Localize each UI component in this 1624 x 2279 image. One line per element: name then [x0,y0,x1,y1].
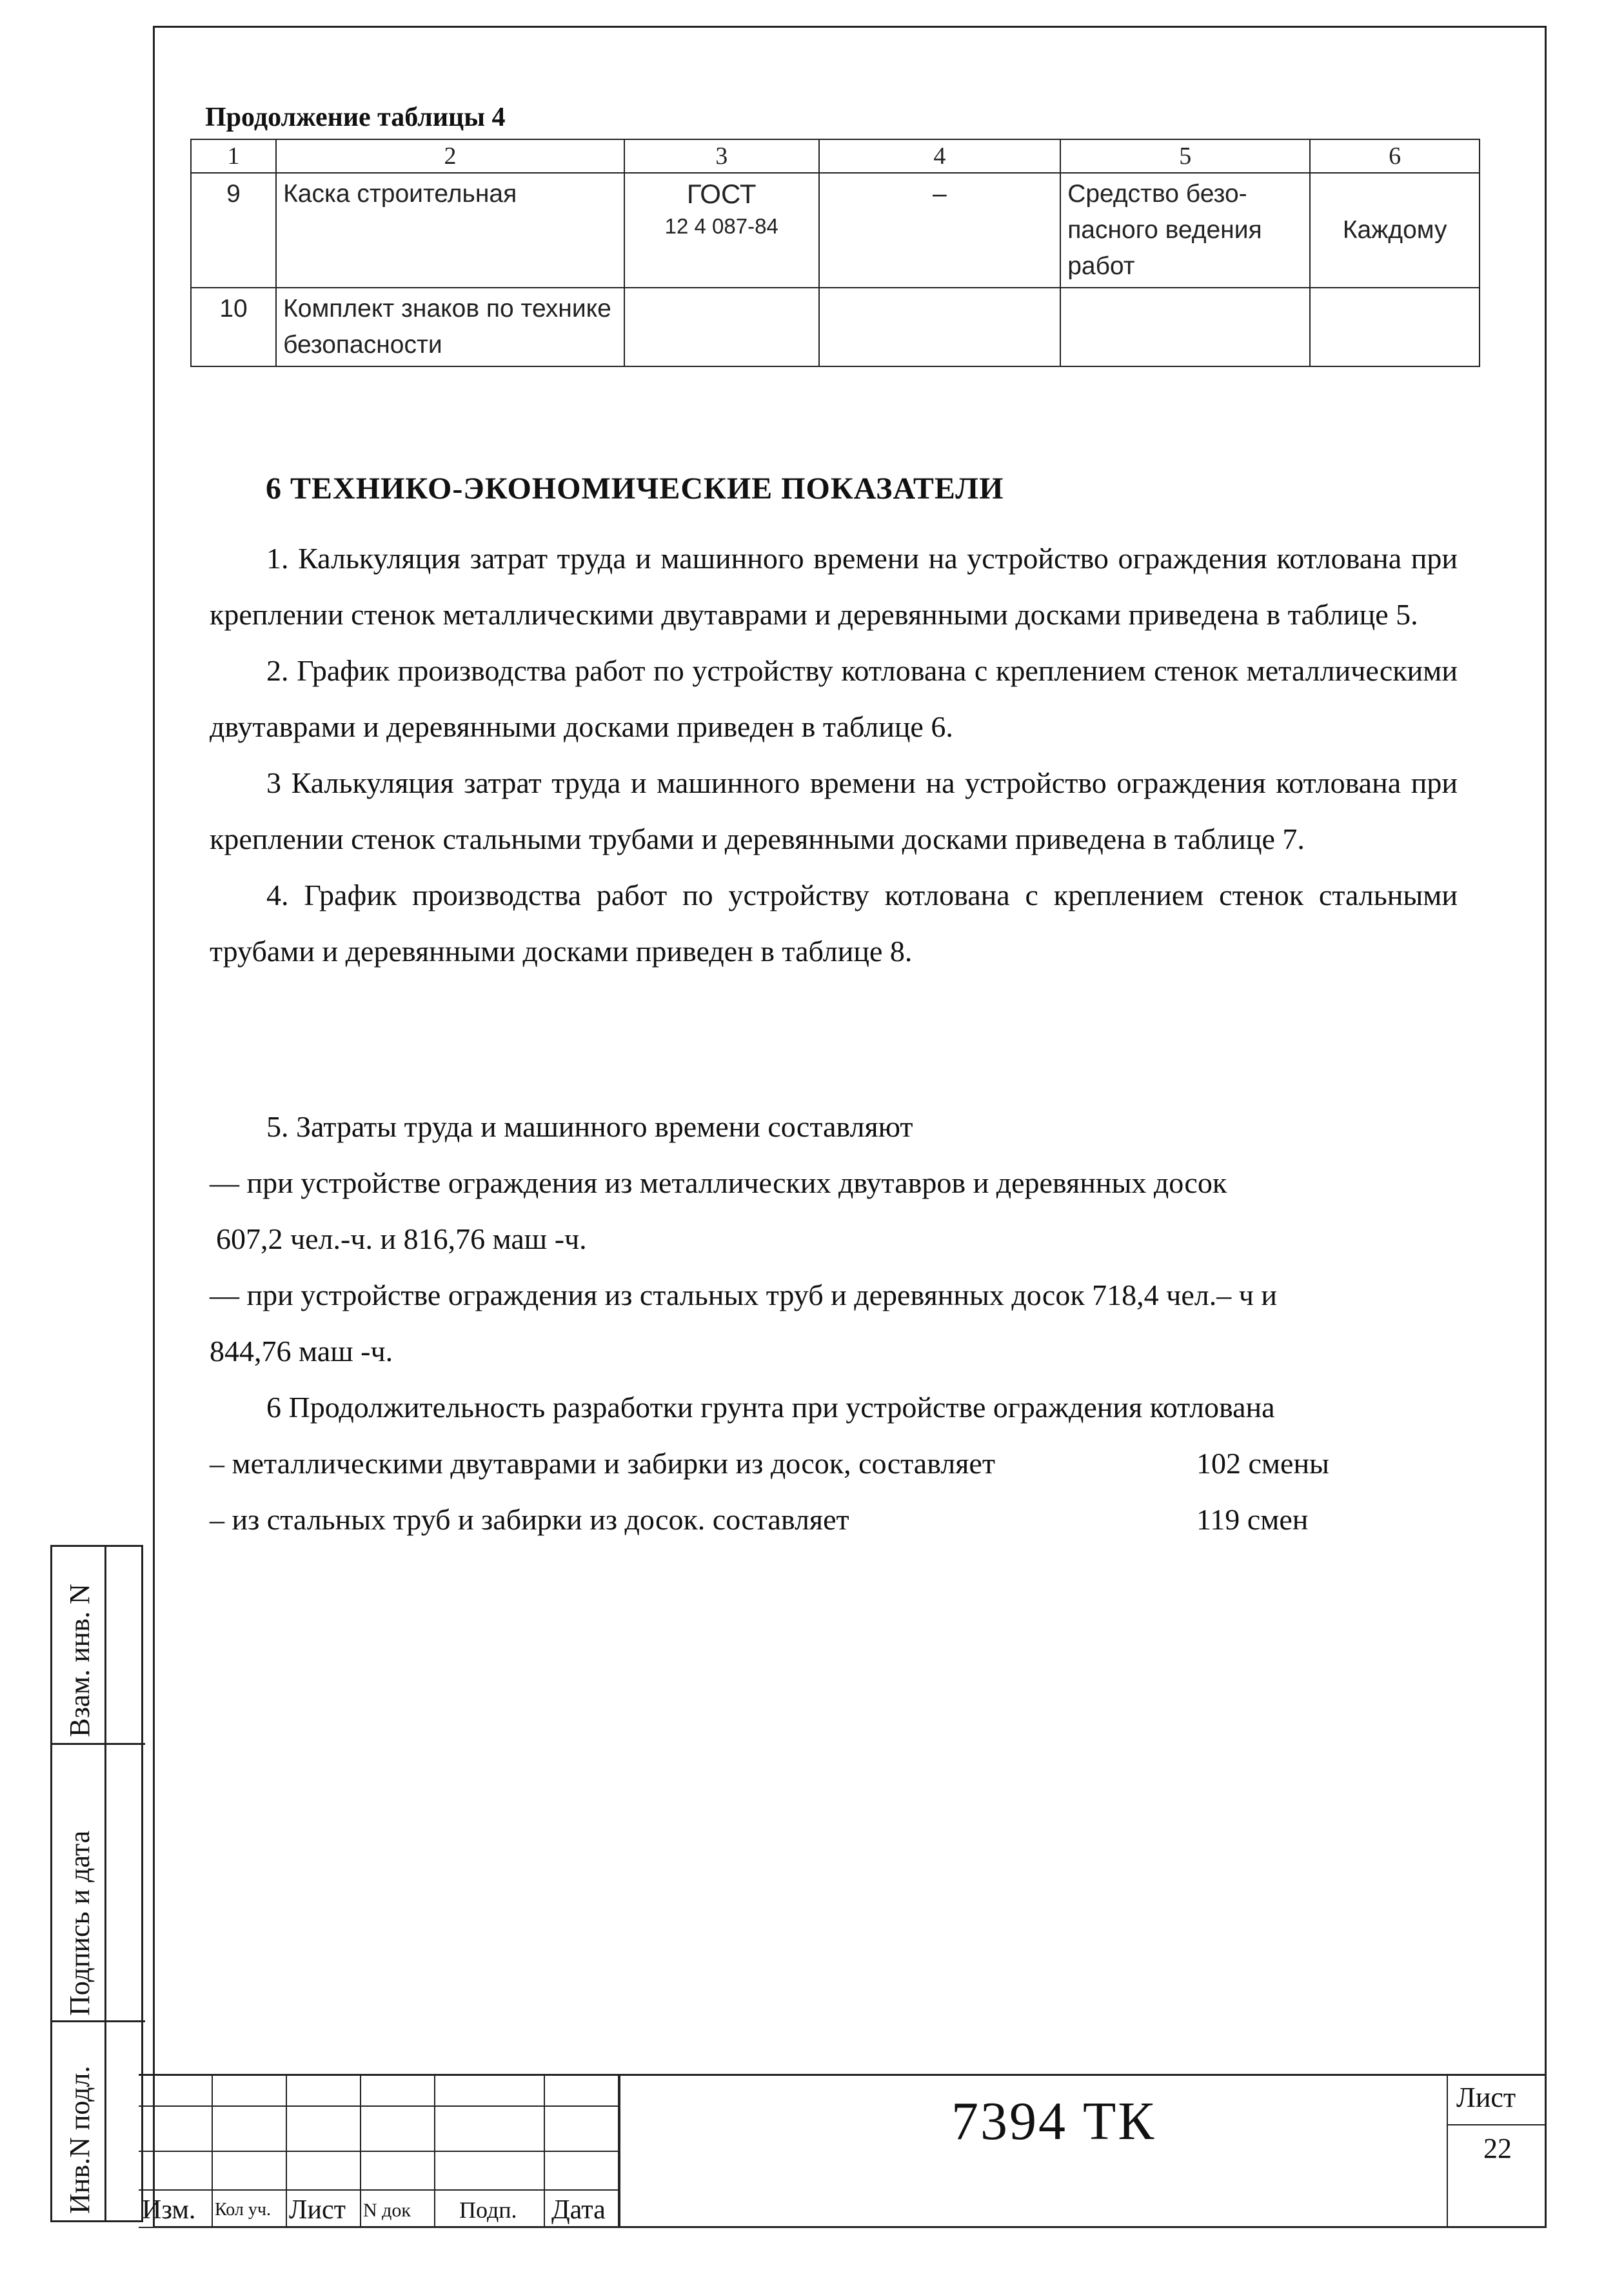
header-cell: 2 [276,139,624,173]
section-title: 6 ТЕХНИКО-ЭКОНОМИЧЕСКИЕ ПОКАЗАТЕЛИ [266,472,1004,506]
label-list: Лист [289,2195,346,2225]
sign-date-label: Подпись и дата [64,1830,95,2016]
inv-podl-label: Инв.N подл. [64,2065,95,2214]
header-cell: 4 [819,139,1061,173]
paragraph: 3 Калькуляция затрат труда и машинного времени на устройство ограждения котлована при креплении стенок стальными трубами и деревянными досками приведена в таблице 7. [210,766,1458,855]
quantity-cell: Каждому [1310,173,1480,288]
standard-number: 12 4 087-84 [664,214,778,238]
label-podp: Подп. [459,2197,517,2223]
costs-item: — при устройстве ограждения из стальных труб и деревянных досок 718,4 чел.– ч и [210,1279,1277,1311]
paragraph: 2. График производства работ по устройству котлована с креплением стенок металлическими двутаврами и деревянными досками приведен в таблице 6. [210,654,1458,743]
header-cell: 3 [624,139,819,173]
sheet-number: 22 [1483,2133,1512,2164]
row-number: 9 [191,173,276,288]
table-caption: Продолжение таблицы 4 [205,103,506,132]
costs-value: 607,2 чел.-ч. и 816,76 маш -ч. [216,1222,587,1255]
label-izm: Изм. [142,2195,196,2225]
label-n-dok: N док [363,2200,411,2221]
duration-intro: 6 Продолжительность разработки грунта при устройстве ограждения котлована [266,1391,1275,1424]
purpose-cell: Средство безо-пасного ведения работ [1060,173,1310,288]
paragraph: 1. Калькуляция затрат труда и машинного времени на устройство ограждения котлована при креплении стенок металлическими двутаврами и деревянными досками приведена в таблице 5. [210,542,1458,631]
costs-intro: 5. Затраты труда и машинного времени составляют [266,1110,913,1143]
costs-item: — при устройстве ограждения из металлических двутавров и деревянных досок [210,1166,1227,1199]
table-header-row [191,139,1480,173]
item-name: Комплект знаков по технике безопасности [276,288,624,366]
sheet-label: Лист [1456,2082,1516,2113]
header-cell: 6 [1310,139,1480,173]
col4-cell: – [819,173,1061,288]
purpose-cell [1060,288,1310,366]
label-kol-uch: Кол уч. [215,2200,271,2220]
duration-item: – из стальных труб и забирки из досок. составляет [210,1503,849,1536]
duration-value: 119 смен [1196,1503,1309,1536]
vzam-inv-label: Взам. инв. N [64,1584,95,1737]
item-name: Каска строительная [276,173,624,288]
document-code: 7394 ТК [951,2091,1156,2151]
header-cell: 1 [191,139,276,173]
header-cell: 5 [1060,139,1310,173]
paragraph: 4. График производства работ по устройству котлована с креплением стенок стальными трубами и деревянными досками приведен в таблице 8. [210,879,1458,968]
costs-value: 844,76 маш -ч. [210,1335,393,1368]
standard-cell [624,173,819,288]
col4-cell [819,288,1061,366]
label-data: Дата [551,2195,606,2225]
quantity-cell [1310,288,1480,366]
table-row [191,173,1480,288]
standard-line: ГОСТ [686,179,757,209]
duration-value: 102 смены [1196,1447,1329,1480]
body-text [210,530,1458,979]
side-stamp [50,1545,143,2222]
title-block [139,2074,1547,2228]
table-row [191,288,1480,366]
table-4-continuation [190,139,1480,367]
standard-cell [624,288,819,366]
row-number: 10 [191,288,276,366]
duration-item: – металлическими двутаврами и забирки из досок, составляет [210,1447,995,1480]
